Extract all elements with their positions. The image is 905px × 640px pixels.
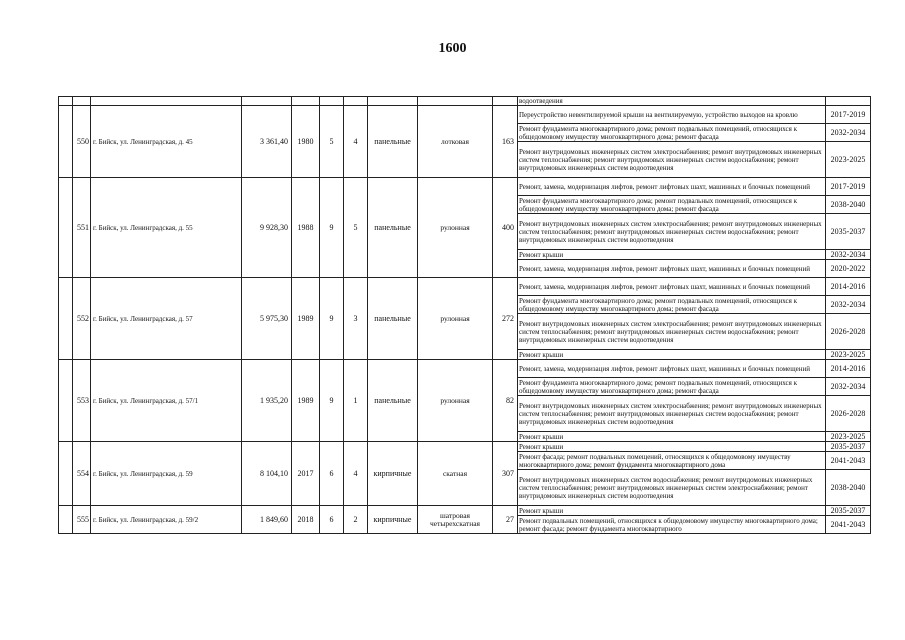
building-address: г. Бийск, ул. Ленинградская, д. 59 <box>91 442 242 506</box>
residents-count: 82 <box>493 360 518 442</box>
work-period: 2032-2034 <box>826 124 871 142</box>
build-year: 1980 <box>292 106 320 178</box>
cell-empty <box>826 97 871 106</box>
table-row <box>59 506 871 516</box>
work-period: 2038-2040 <box>826 196 871 214</box>
cell-empty <box>320 97 344 106</box>
work-description: Ремонт, замена, модернизация лифтов, ремонт лифтовых шахт, машинных и блочных помещений <box>518 278 826 296</box>
work-description: Ремонт крыши <box>518 350 826 360</box>
roof-type: рулонная <box>418 178 493 278</box>
work-description: Переустройство невентилируемой крыши на вентилируемую, устройство выходов на кровлю <box>518 106 826 124</box>
cell-empty <box>59 506 73 534</box>
residents-count: 400 <box>493 178 518 278</box>
table-body <box>59 97 871 534</box>
floors-count: 9 <box>320 278 344 360</box>
work-description: Ремонт подвальных помещений, относящихся к общедомовому имуществу многоквартирного дома; ремонт фасада; ремонт фундамента многоквартирного <box>518 516 826 534</box>
work-description: Ремонт крыши <box>518 506 826 516</box>
cell-empty <box>59 278 73 360</box>
roof-type: рулонная <box>418 360 493 442</box>
work-description: Ремонт внутридомовых инженерных систем водоснабжения; ремонт внутридомовых инженерных систем теплоснабжения; ремонт внутридомовых инженерных систем электроснабжения; ремонт внутридомовых инженерных систем водоотведения <box>518 470 826 506</box>
work-period: 2035-2037 <box>826 442 871 452</box>
work-period: 2041-2043 <box>826 516 871 534</box>
cell-empty <box>493 97 518 106</box>
page-number: 1600 <box>438 41 467 56</box>
repair-schedule-table <box>58 96 871 534</box>
table-row <box>59 360 871 378</box>
build-year: 2018 <box>292 506 320 534</box>
total-area: 8 104,10 <box>242 442 292 506</box>
work-description: Ремонт крыши <box>518 442 826 452</box>
total-area: 3 361,40 <box>242 106 292 178</box>
work-period: 2035-2037 <box>826 506 871 516</box>
roof-type: скатная <box>418 442 493 506</box>
floors-count: 9 <box>320 178 344 278</box>
cell-empty <box>368 97 418 106</box>
work-period: 2026-2028 <box>826 396 871 432</box>
entrances-count: 4 <box>344 106 368 178</box>
work-description: Ремонт внутридомовых инженерных систем электроснабжения; ремонт внутридомовых инженерных систем теплоснабжения; ремонт внутридомовых инженерных систем водоснабжения; ремонт внутридомовых инженерных систем водоотведения <box>518 214 826 250</box>
roof-type: шатровая четырехскатная <box>418 506 493 534</box>
work-description: Ремонт фундамента многоквартирного дома; ремонт подвальных помещений, относящихся к общедомовому имуществу многоквартирного дома; ремонт фасада <box>518 378 826 396</box>
work-description: Ремонт фундамента многоквартирного дома; ремонт подвальных помещений, относящихся к общедомовому имуществу многоквартирного дома; ремонт фасада <box>518 296 826 314</box>
total-area: 1 849,60 <box>242 506 292 534</box>
work-description: Ремонт крыши <box>518 432 826 442</box>
cell-empty <box>59 360 73 442</box>
floors-count: 5 <box>320 106 344 178</box>
floors-count: 6 <box>320 506 344 534</box>
row-number: 553 <box>73 360 91 442</box>
build-year: 1989 <box>292 360 320 442</box>
cell-empty <box>59 106 73 178</box>
roof-type: рулонная <box>418 278 493 360</box>
entrances-count: 2 <box>344 506 368 534</box>
work-description: Ремонт крыши <box>518 250 826 260</box>
work-period: 2014-2016 <box>826 278 871 296</box>
wall-material: панельные <box>368 278 418 360</box>
work-description: водоотведения <box>518 97 826 106</box>
row-number: 552 <box>73 278 91 360</box>
table-row <box>59 178 871 196</box>
work-description: Ремонт, замена, модернизация лифтов, ремонт лифтовых шахт, машинных и блочных помещений <box>518 260 826 278</box>
building-address: г. Бийск, ул. Ленинградская, д. 45 <box>91 106 242 178</box>
work-period: 2014-2016 <box>826 360 871 378</box>
work-period: 2023-2025 <box>826 350 871 360</box>
work-period: 2023-2025 <box>826 142 871 178</box>
floors-count: 6 <box>320 442 344 506</box>
wall-material: кирпичные <box>368 442 418 506</box>
roof-type: лотковая <box>418 106 493 178</box>
work-description: Ремонт фасада; ремонт подвальных помещений, относящихся к общедомовому имуществу многоквартирного дома; ремонт фундамента многоквартирного дома <box>518 452 826 470</box>
work-period: 2026-2028 <box>826 314 871 350</box>
carryover-row <box>59 97 871 106</box>
cell-empty <box>91 97 242 106</box>
work-description: Ремонт, замена, модернизация лифтов, ремонт лифтовых шахт, машинных и блочных помещений <box>518 360 826 378</box>
cell-empty <box>418 97 493 106</box>
cell-empty <box>242 97 292 106</box>
total-area: 5 975,30 <box>242 278 292 360</box>
table-row <box>59 278 871 296</box>
build-year: 1989 <box>292 278 320 360</box>
cell-empty <box>73 97 91 106</box>
work-period: 2020-2022 <box>826 260 871 278</box>
work-period: 2038-2040 <box>826 470 871 506</box>
row-number: 550 <box>73 106 91 178</box>
table-row <box>59 442 871 452</box>
cell-empty <box>59 442 73 506</box>
work-description: Ремонт внутридомовых инженерных систем электроснабжения; ремонт внутридомовых инженерных систем теплоснабжения; ремонт внутридомовых инженерных систем водоснабжения; ремонт внутридомовых инженерных систем водоотведения <box>518 314 826 350</box>
wall-material: кирпичные <box>368 506 418 534</box>
work-period: 2023-2025 <box>826 432 871 442</box>
residents-count: 163 <box>493 106 518 178</box>
building-address: г. Бийск, ул. Ленинградская, д. 55 <box>91 178 242 278</box>
row-number: 555 <box>73 506 91 534</box>
cell-empty <box>59 178 73 278</box>
wall-material: панельные <box>368 178 418 278</box>
table-row <box>59 106 871 124</box>
cell-empty <box>59 97 73 106</box>
work-period: 2035-2037 <box>826 214 871 250</box>
entrances-count: 4 <box>344 442 368 506</box>
building-address: г. Бийск, ул. Ленинградская, д. 57 <box>91 278 242 360</box>
entrances-count: 5 <box>344 178 368 278</box>
total-area: 9 928,30 <box>242 178 292 278</box>
work-period: 2032-2034 <box>826 250 871 260</box>
row-number: 551 <box>73 178 91 278</box>
residents-count: 307 <box>493 442 518 506</box>
wall-material: панельные <box>368 106 418 178</box>
build-year: 2017 <box>292 442 320 506</box>
work-period: 2017-2019 <box>826 106 871 124</box>
build-year: 1988 <box>292 178 320 278</box>
building-address: г. Бийск, ул. Ленинградская, д. 57/1 <box>91 360 242 442</box>
entrances-count: 1 <box>344 360 368 442</box>
work-description: Ремонт внутридомовых инженерных систем электроснабжения; ремонт внутридомовых инженерных систем теплоснабжения; ремонт внутридомовых инженерных систем водоснабжения; ремонт внутридомовых инженерных систем водоотведения <box>518 142 826 178</box>
work-period: 2032-2034 <box>826 378 871 396</box>
work-period: 2032-2034 <box>826 296 871 314</box>
work-description: Ремонт, замена, модернизация лифтов, ремонт лифтовых шахт, машинных и блочных помещений <box>518 178 826 196</box>
work-period: 2041-2043 <box>826 452 871 470</box>
floors-count: 9 <box>320 360 344 442</box>
cell-empty <box>292 97 320 106</box>
building-address: г. Бийск, ул. Ленинградская, д. 59/2 <box>91 506 242 534</box>
total-area: 1 935,20 <box>242 360 292 442</box>
wall-material: панельные <box>368 360 418 442</box>
cell-empty <box>344 97 368 106</box>
residents-count: 27 <box>493 506 518 534</box>
row-number: 554 <box>73 442 91 506</box>
entrances-count: 3 <box>344 278 368 360</box>
work-description: Ремонт фундамента многоквартирного дома; ремонт подвальных помещений, относящихся к общедомовому имуществу многоквартирного дома; ремонт фасада <box>518 196 826 214</box>
work-period: 2017-2019 <box>826 178 871 196</box>
work-description: Ремонт внутридомовых инженерных систем электроснабжения; ремонт внутридомовых инженерных систем теплоснабжения; ремонт внутридомовых инженерных систем водоснабжения; ремонт внутридомовых инженерных систем водоотведения <box>518 396 826 432</box>
work-description: Ремонт фундамента многоквартирного дома; ремонт подвальных помещений, относящихся к общедомовому имуществу многоквартирного дома; ремонт фасада <box>518 124 826 142</box>
residents-count: 272 <box>493 278 518 360</box>
